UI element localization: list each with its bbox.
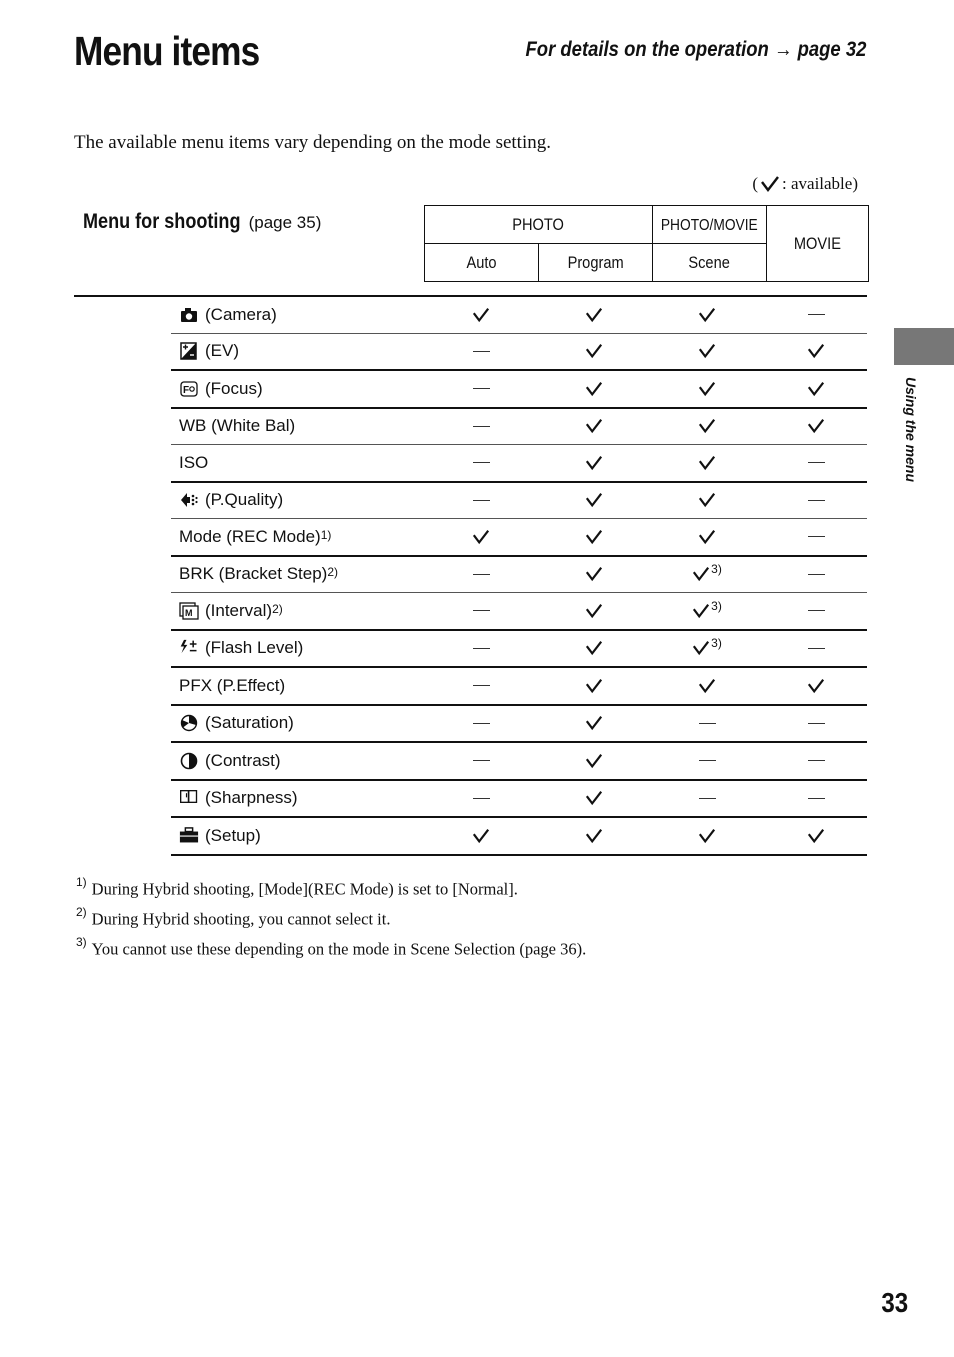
flash-level-icon: [179, 639, 199, 657]
check-icon: [698, 306, 716, 324]
row-label-text: (Saturation): [205, 713, 294, 732]
row-label-text: WB (White Bal): [179, 416, 296, 435]
availability-cell: [776, 519, 856, 554]
availability-cell: [667, 631, 747, 666]
availability-cell: [441, 297, 521, 332]
check-icon: [760, 175, 780, 193]
availability-cell: [554, 668, 634, 703]
cell-footnote-mark: 3): [711, 636, 722, 650]
availability-cell: [667, 706, 747, 741]
legend: [752, 174, 858, 194]
check-icon: [585, 380, 603, 398]
row-label-text: (EV): [205, 341, 239, 360]
table-row: [171, 371, 867, 409]
row-label-text: PFX (P.Effect): [179, 675, 286, 695]
row-label: [179, 445, 208, 480]
interval-icon: [179, 602, 199, 620]
check-icon: [698, 827, 716, 845]
check-icon: [698, 454, 716, 472]
setup-icon: [179, 827, 199, 845]
availability-cell: [441, 483, 521, 518]
availability-cell: [776, 668, 856, 703]
not-available-dash: [808, 462, 825, 463]
check-icon: [698, 677, 716, 695]
camera-icon: [179, 306, 199, 324]
col-program: Program: [539, 244, 653, 282]
row-label: [179, 371, 263, 406]
availability-cell: [441, 593, 521, 628]
availability-cell: [776, 818, 856, 853]
check-icon: [698, 342, 716, 360]
row-label-text: (P.Quality): [205, 490, 284, 509]
not-available-dash: [473, 723, 490, 724]
row-label-text: (Interval): [205, 600, 273, 620]
availability-cell: [441, 743, 521, 778]
not-available-dash: [473, 500, 490, 501]
check-icon: [585, 714, 603, 732]
not-available-dash: [808, 314, 825, 315]
row-label-text: Mode (REC Mode): [179, 526, 321, 546]
table-row: [171, 818, 867, 856]
availability-cell: [776, 781, 856, 816]
availability-cell: [667, 445, 747, 480]
check-icon: [807, 827, 825, 845]
availability-cell: [554, 743, 634, 778]
table-row: [171, 706, 867, 744]
col-photo-movie: PHOTO/MOVIE: [653, 206, 767, 244]
footnote: $^{1)}$ During Hybrid shooting, [Mode](REC Mode) is set to [Normal].: [76, 875, 518, 899]
row-footnote-mark: 1): [320, 527, 332, 542]
not-available-dash: [473, 426, 490, 427]
row-label: [179, 297, 277, 332]
not-available-dash: [473, 574, 490, 575]
availability-cell: [667, 519, 747, 554]
col-scene: Scene: [653, 244, 767, 282]
page-number: 33: [881, 1287, 908, 1318]
side-tab-marker: [894, 328, 954, 365]
row-label: [179, 668, 285, 703]
row-label-text: BRK (Bracket Step): [179, 564, 328, 583]
row-label: [179, 409, 295, 444]
row-label: [179, 743, 281, 778]
availability-cell: [554, 593, 634, 628]
row-label: [179, 631, 303, 666]
availability-cell: [667, 483, 747, 518]
not-available-dash: [808, 536, 825, 537]
availability-cell: [554, 483, 634, 518]
not-available-dash: [473, 388, 490, 389]
check-icon: [692, 565, 710, 583]
availability-cell: [667, 371, 747, 406]
availability-cell: [441, 519, 521, 554]
check-icon: [807, 677, 825, 695]
col-photo: PHOTO: [425, 206, 653, 244]
not-available-dash: [699, 723, 716, 724]
row-label: [179, 557, 338, 592]
svg-text:M: M: [185, 607, 193, 618]
availability-cell: [776, 631, 856, 666]
availability-cell: [667, 297, 747, 332]
check-icon: [692, 639, 710, 657]
cell-footnote-mark: 3): [711, 562, 722, 576]
sharpness-icon: [179, 789, 199, 807]
check-icon: [585, 827, 603, 845]
footnote: $^{2)}$ During Hybrid shooting, you cannot select it.: [76, 905, 391, 929]
check-icon: [698, 417, 716, 435]
not-available-dash: [473, 685, 490, 686]
intro-text: The available menu items vary depending on the mode setting.: [74, 132, 551, 153]
row-label: [179, 593, 283, 628]
check-icon: [692, 602, 710, 620]
availability-cell: [441, 445, 521, 480]
row-label: [179, 818, 261, 853]
availability-cell: [776, 409, 856, 444]
availability-cell: [554, 818, 634, 853]
availability-cell: [554, 519, 634, 554]
availability-cell: [667, 818, 747, 853]
check-icon: [585, 789, 603, 807]
row-label: [179, 706, 294, 741]
row-label-text: (Camera): [205, 304, 277, 324]
row-label: [179, 519, 331, 554]
page-title: Menu items: [74, 28, 260, 74]
details-reference: For details on the operation → page 32: [525, 38, 866, 61]
row-label-text: (Focus): [205, 378, 263, 398]
availability-cell: [554, 297, 634, 332]
section-title: Menu for shooting: [83, 210, 241, 233]
table-row: [171, 668, 867, 706]
availability-cell: [776, 557, 856, 592]
contrast-icon: [179, 752, 199, 770]
availability-cell: [554, 334, 634, 369]
check-icon: [585, 639, 603, 657]
availability-cell: [554, 631, 634, 666]
availability-cell: [441, 818, 521, 853]
focus-icon: [179, 380, 199, 398]
table-row: [171, 409, 867, 446]
availability-cell: [441, 334, 521, 369]
row-label: [179, 781, 298, 816]
availability-cell: [554, 409, 634, 444]
not-available-dash: [473, 760, 490, 761]
availability-cell: [667, 593, 747, 628]
availability-cell: [667, 557, 747, 592]
check-icon: [585, 306, 603, 324]
row-label-text: (Contrast): [205, 750, 281, 770]
availability-cell: [441, 706, 521, 741]
check-icon: [472, 827, 490, 845]
footnotes: [76, 872, 586, 962]
quality-icon: [179, 491, 199, 509]
row-footnote-mark: 2): [327, 565, 338, 579]
row-label-text: (Flash Level): [205, 638, 304, 657]
availability-cell: [776, 483, 856, 518]
col-movie: MOVIE: [766, 206, 868, 282]
check-icon: [585, 602, 603, 620]
footnote: $^{3)}$ You cannot use these depending on the mode in Scene Selection (page 36).: [76, 935, 587, 959]
not-available-dash: [699, 760, 716, 761]
availability-cell: [776, 334, 856, 369]
check-icon: [585, 565, 603, 583]
row-label: [179, 334, 239, 369]
availability-cell: [554, 706, 634, 741]
not-available-dash: [473, 798, 490, 799]
not-available-dash: [808, 610, 825, 611]
legend-text: : available): [782, 174, 858, 193]
not-available-dash: [808, 798, 825, 799]
not-available-dash: [699, 798, 716, 799]
table-row: [171, 519, 867, 557]
availability-cell: [441, 557, 521, 592]
check-icon: [585, 454, 603, 472]
table-row: [171, 557, 867, 594]
availability-cell: [776, 297, 856, 332]
availability-cell: [441, 371, 521, 406]
availability-cell: [776, 371, 856, 406]
row-label-text: ISO: [179, 452, 209, 472]
availability-cell: [554, 781, 634, 816]
svg-text:F: F: [183, 384, 190, 396]
availability-cell: [554, 371, 634, 406]
not-available-dash: [808, 723, 825, 724]
table-row: [171, 743, 867, 781]
mode-header-table: [424, 205, 869, 282]
availability-cell: [554, 557, 634, 592]
availability-cell: [667, 781, 747, 816]
table-row: [171, 593, 867, 631]
availability-cell: [441, 781, 521, 816]
table-row: [171, 781, 867, 819]
availability-cell: [776, 743, 856, 778]
check-icon: [585, 528, 603, 546]
menu-table: [171, 297, 867, 856]
availability-cell: [441, 631, 521, 666]
availability-cell: [776, 706, 856, 741]
row-label-text: (Setup): [205, 825, 261, 845]
table-row: [171, 445, 867, 483]
not-available-dash: [473, 462, 490, 463]
availability-cell: [667, 409, 747, 444]
availability-cell: [667, 668, 747, 703]
check-icon: [472, 306, 490, 324]
not-available-dash: [808, 648, 825, 649]
availability-cell: [776, 593, 856, 628]
side-tab-label: Using the menu: [903, 377, 919, 483]
check-icon: [585, 491, 603, 509]
row-footnote-mark: 2): [272, 601, 283, 616]
check-icon: [472, 528, 490, 546]
availability-cell: [441, 668, 521, 703]
table-row: [171, 483, 867, 520]
table-row: [171, 297, 867, 334]
section-page-ref: (page 35): [248, 213, 322, 232]
legend-open: (: [752, 174, 758, 193]
section-heading: [83, 210, 321, 234]
row-label: [179, 483, 283, 518]
availability-cell: [667, 743, 747, 778]
availability-cell: [441, 409, 521, 444]
check-icon: [585, 677, 603, 695]
check-icon: [698, 491, 716, 509]
check-icon: [585, 417, 603, 435]
not-available-dash: [473, 648, 490, 649]
col-auto: Auto: [425, 244, 539, 282]
availability-cell: [667, 334, 747, 369]
saturation-icon: [179, 714, 199, 732]
not-available-dash: [808, 574, 825, 575]
check-icon: [807, 380, 825, 398]
row-label-text: (Sharpness): [205, 788, 298, 807]
check-icon: [698, 528, 716, 546]
cell-footnote-mark: 3): [711, 598, 722, 613]
table-row: [171, 631, 867, 669]
availability-cell: [776, 445, 856, 480]
check-icon: [698, 380, 716, 398]
not-available-dash: [473, 351, 490, 352]
check-icon: [585, 342, 603, 360]
table-row: [171, 334, 867, 372]
availability-cell: [554, 445, 634, 480]
ev-icon: [179, 342, 199, 360]
check-icon: [807, 342, 825, 360]
check-icon: [585, 752, 603, 770]
not-available-dash: [473, 610, 490, 611]
check-icon: [807, 417, 825, 435]
not-available-dash: [808, 760, 825, 761]
not-available-dash: [808, 500, 825, 501]
